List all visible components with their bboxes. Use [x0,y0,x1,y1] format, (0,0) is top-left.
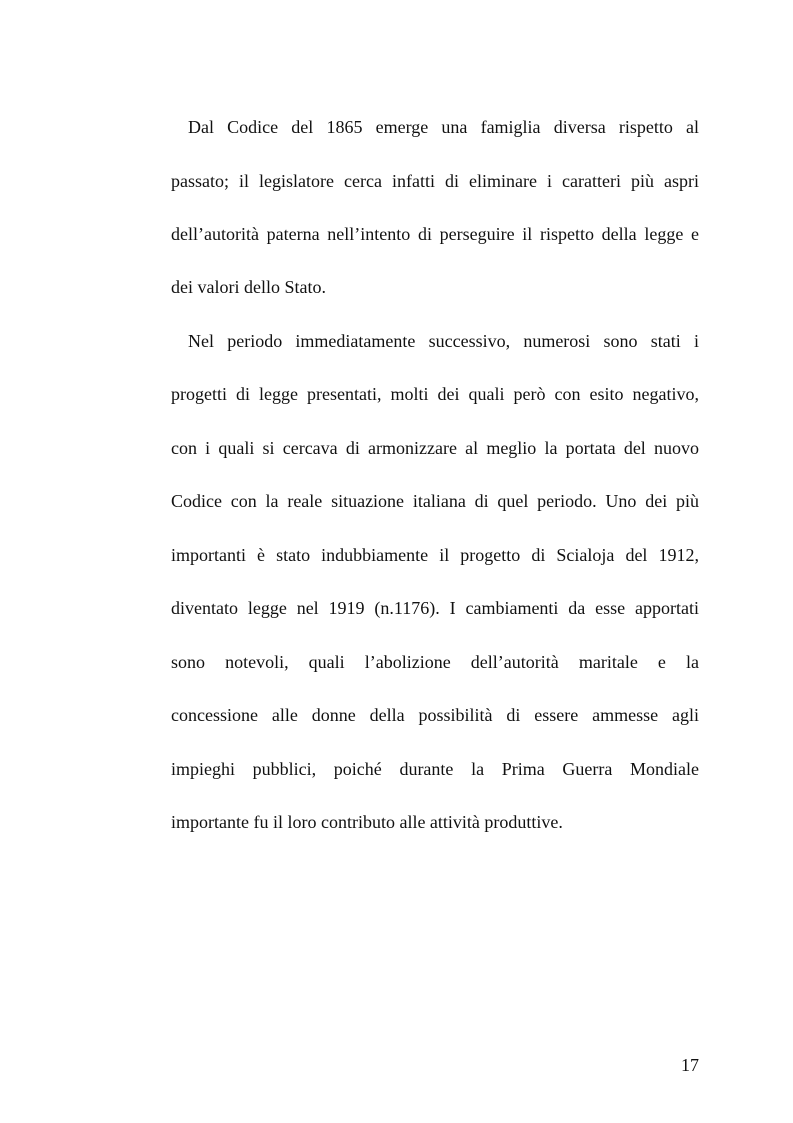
text-line: sono notevoli, quali l’abolizione dell’autorità maritale e la [171,652,699,672]
text-line: Codice con la reale situazione italiana di quel periodo. Uno dei più [171,491,699,511]
text-line: progetti di legge presentati, molti dei quali però con esito negativo, [171,384,699,404]
text-line: importanti è stato indubbiamente il progetto di Scialoja del 1912, [171,545,699,565]
text-line: Nel periodo immediatamente successivo, numerosi sono stati i [188,331,699,351]
page-number: 17 [681,1055,699,1075]
text-line: importante fu il loro contributo alle attività produttive. [171,812,563,832]
text-line: dell’autorità paterna nell’intento di perseguire il rispetto della legge e [171,224,699,244]
text-line: diventato legge nel 1919 (n.1176). I cambiamenti da esse apportati [171,598,699,618]
text-line: dei valori dello Stato. [171,277,326,297]
text-line: con i quali si cercava di armonizzare al meglio la portata del nuovo [171,438,699,458]
text-line: passato; il legislatore cerca infatti di eliminare i caratteri più aspri [171,171,699,191]
text-line: concessione alle donne della possibilità di essere ammesse agli [171,705,699,725]
text-line: impieghi pubblici, poiché durante la Prima Guerra Mondiale [171,759,699,779]
text-line: Dal Codice del 1865 emerge una famiglia diversa rispetto al [188,117,699,137]
